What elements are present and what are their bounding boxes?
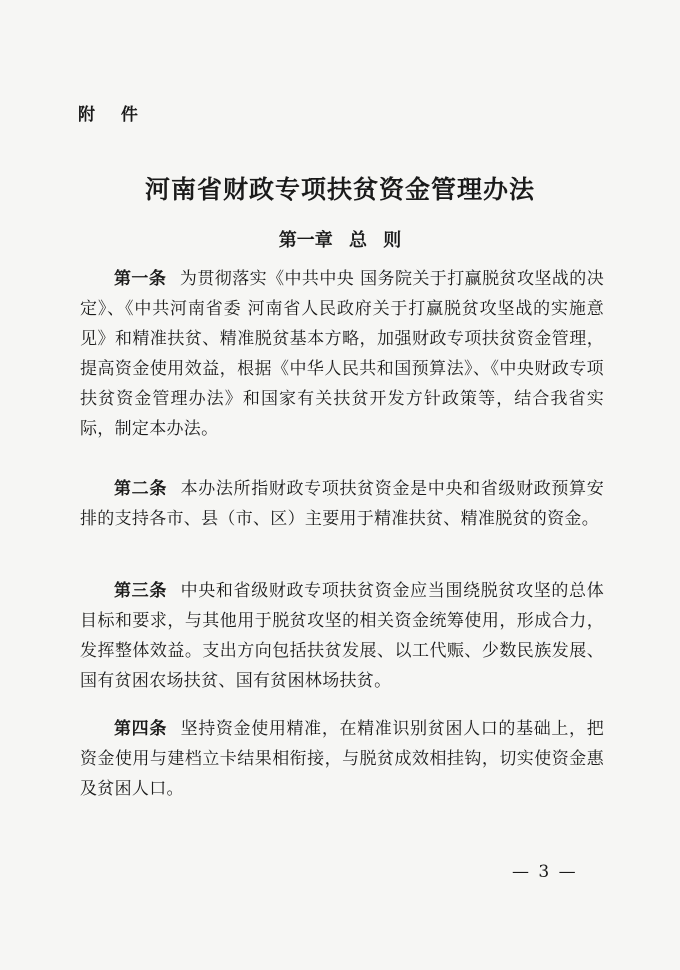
article-heading: 第四条	[114, 719, 167, 739]
article-4	[80, 714, 604, 804]
attachment-label: 附 件	[78, 105, 148, 125]
article-heading: 第一条	[114, 269, 167, 289]
article-text: 为贯彻落实《中共中央 国务院关于打赢脱贫攻坚战的决定》、《中共河南省委 河南省人民政府关于打赢脱贫攻坚战的实施意见》和精准扶贫、精准脱贫基本方略，加强财政专项扶贫资金管理，提高资金使用效益，根据《中华人民共和国预算法》、《中央财政专项扶贫资金管理办法》和国家有关扶贫开发方针政策等，结合我省实际，制定本办法。	[80, 269, 605, 439]
chapter-heading: 第一章 总 则	[278, 230, 402, 251]
article-heading: 第二条	[114, 479, 167, 499]
document-title: 河南省财政专项扶贫资金管理办法	[144, 175, 535, 204]
article-heading: 第三条	[114, 581, 167, 601]
article-text: 坚持资金使用精准，在精准识别贫困人口的基础上，把资金使用与建档立卡结果相衔接，与脱贫成效相挂钩，切实使资金惠及贫困人口。	[80, 719, 605, 799]
article-text: 中央和省级财政专项扶贫资金应当围绕脱贫攻坚的总体目标和要求，与其他用于脱贫攻坚的相关资金统筹使用，形成合力，发挥整体效益。支出方向包括扶贫发展、以工代赈、少数民族发展、国有贫困农场扶贫、国有贫困林场扶贫。	[80, 581, 605, 691]
article-text: 本办法所指财政专项扶贫资金是中央和省级财政预算安排的支持各市、县（市、区）主要用于精准扶贫、精准脱贫的资金。	[80, 479, 605, 529]
article-3	[80, 576, 604, 696]
article-1	[80, 264, 604, 444]
article-2	[80, 474, 604, 534]
page-number: — 3 —	[512, 862, 578, 882]
